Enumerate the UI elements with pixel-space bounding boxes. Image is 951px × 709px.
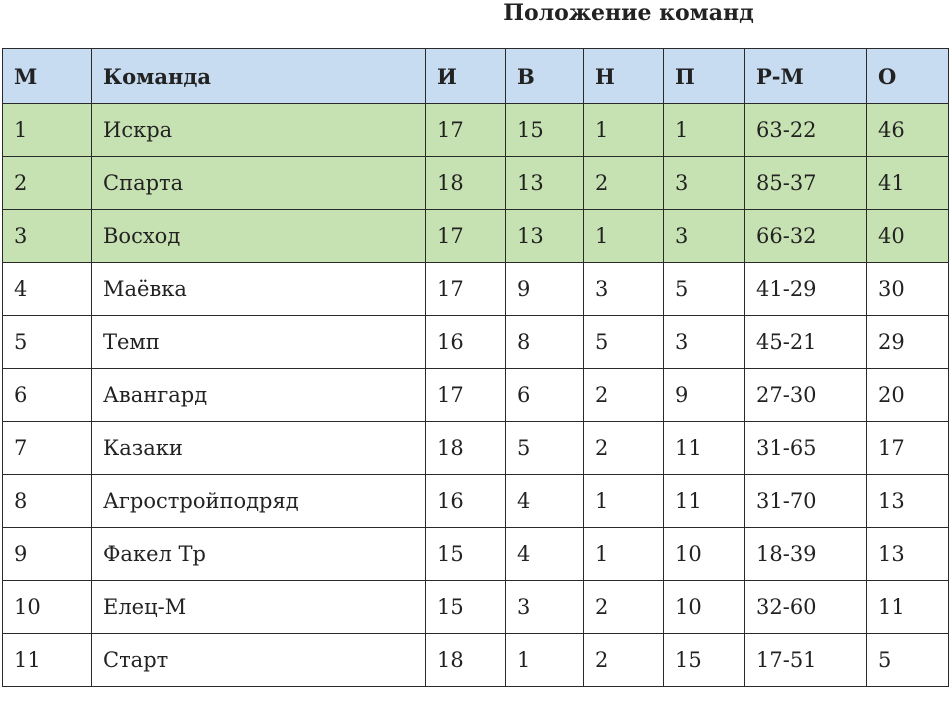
goals-cell: 85-37 (745, 157, 867, 210)
wins-cell: 13 (506, 210, 584, 263)
wins-cell: 15 (506, 104, 584, 157)
table-row (3, 475, 949, 528)
draws-cell: 2 (584, 422, 664, 475)
standings-table (2, 48, 949, 687)
team-cell: Авангард (92, 369, 426, 422)
goals-cell: 17-51 (745, 634, 867, 687)
position-cell: 6 (3, 369, 92, 422)
table-row (3, 369, 949, 422)
losses-cell: 10 (664, 581, 745, 634)
draws-cell: 2 (584, 369, 664, 422)
wins-cell: 8 (506, 316, 584, 369)
team-cell: Темп (92, 316, 426, 369)
table-row (3, 581, 949, 634)
points-cell: 20 (867, 369, 949, 422)
games-cell: 17 (426, 210, 506, 263)
position-cell: 3 (3, 210, 92, 263)
games-cell: 15 (426, 528, 506, 581)
goals-cell: 27-30 (745, 369, 867, 422)
draws-cell: 1 (584, 104, 664, 157)
table-row (3, 528, 949, 581)
games-cell: 18 (426, 634, 506, 687)
games-cell: 18 (426, 422, 506, 475)
table-row (3, 422, 949, 475)
wins-cell: 9 (506, 263, 584, 316)
losses-cell: 11 (664, 422, 745, 475)
draws-cell: 2 (584, 634, 664, 687)
wins-cell: 4 (506, 475, 584, 528)
position-cell: 8 (3, 475, 92, 528)
position-cell: 9 (3, 528, 92, 581)
goals-cell: 32-60 (745, 581, 867, 634)
wins-cell: 13 (506, 157, 584, 210)
wins-cell: 3 (506, 581, 584, 634)
team-cell: Спарта (92, 157, 426, 210)
wins-cell: 6 (506, 369, 584, 422)
losses-cell: 15 (664, 634, 745, 687)
goals-cell: 31-70 (745, 475, 867, 528)
team-cell: Казаки (92, 422, 426, 475)
header-draws: Н (584, 49, 664, 104)
table-header-row (3, 49, 949, 104)
losses-cell: 3 (664, 210, 745, 263)
draws-cell: 2 (584, 581, 664, 634)
games-cell: 17 (426, 369, 506, 422)
table-row (3, 210, 949, 263)
position-cell: 11 (3, 634, 92, 687)
header-position: М (3, 49, 92, 104)
table-row (3, 104, 949, 157)
table-row (3, 316, 949, 369)
draws-cell: 1 (584, 475, 664, 528)
draws-cell: 1 (584, 528, 664, 581)
games-cell: 17 (426, 263, 506, 316)
wins-cell: 1 (506, 634, 584, 687)
points-cell: 5 (867, 634, 949, 687)
draws-cell: 2 (584, 157, 664, 210)
points-cell: 29 (867, 316, 949, 369)
points-cell: 30 (867, 263, 949, 316)
header-team: Команда (92, 49, 426, 104)
losses-cell: 10 (664, 528, 745, 581)
losses-cell: 9 (664, 369, 745, 422)
position-cell: 10 (3, 581, 92, 634)
position-cell: 1 (3, 104, 92, 157)
team-cell: Факел Тр (92, 528, 426, 581)
losses-cell: 3 (664, 157, 745, 210)
position-cell: 5 (3, 316, 92, 369)
header-losses: П (664, 49, 745, 104)
team-cell: Искра (92, 104, 426, 157)
points-cell: 40 (867, 210, 949, 263)
losses-cell: 3 (664, 316, 745, 369)
team-cell: Восход (92, 210, 426, 263)
games-cell: 16 (426, 475, 506, 528)
draws-cell: 5 (584, 316, 664, 369)
team-cell: Елец-М (92, 581, 426, 634)
team-cell: Агростройподряд (92, 475, 426, 528)
games-cell: 18 (426, 157, 506, 210)
header-wins: В (506, 49, 584, 104)
table-row (3, 263, 949, 316)
goals-cell: 63-22 (745, 104, 867, 157)
points-cell: 41 (867, 157, 949, 210)
position-cell: 2 (3, 157, 92, 210)
games-cell: 17 (426, 104, 506, 157)
goals-cell: 18-39 (745, 528, 867, 581)
goals-cell: 45-21 (745, 316, 867, 369)
header-goals: Р-М (745, 49, 867, 104)
points-cell: 46 (867, 104, 949, 157)
losses-cell: 5 (664, 263, 745, 316)
goals-cell: 66-32 (745, 210, 867, 263)
header-games: И (426, 49, 506, 104)
points-cell: 13 (867, 528, 949, 581)
table-row (3, 634, 949, 687)
wins-cell: 4 (506, 528, 584, 581)
draws-cell: 1 (584, 210, 664, 263)
goals-cell: 41-29 (745, 263, 867, 316)
team-cell: Маёвка (92, 263, 426, 316)
position-cell: 4 (3, 263, 92, 316)
losses-cell: 11 (664, 475, 745, 528)
draws-cell: 3 (584, 263, 664, 316)
goals-cell: 31-65 (745, 422, 867, 475)
header-points: О (867, 49, 949, 104)
games-cell: 15 (426, 581, 506, 634)
points-cell: 13 (867, 475, 949, 528)
games-cell: 16 (426, 316, 506, 369)
losses-cell: 1 (664, 104, 745, 157)
points-cell: 11 (867, 581, 949, 634)
page-title: Положение команд (503, 0, 754, 26)
position-cell: 7 (3, 422, 92, 475)
table-row (3, 157, 949, 210)
team-cell: Старт (92, 634, 426, 687)
points-cell: 17 (867, 422, 949, 475)
wins-cell: 5 (506, 422, 584, 475)
